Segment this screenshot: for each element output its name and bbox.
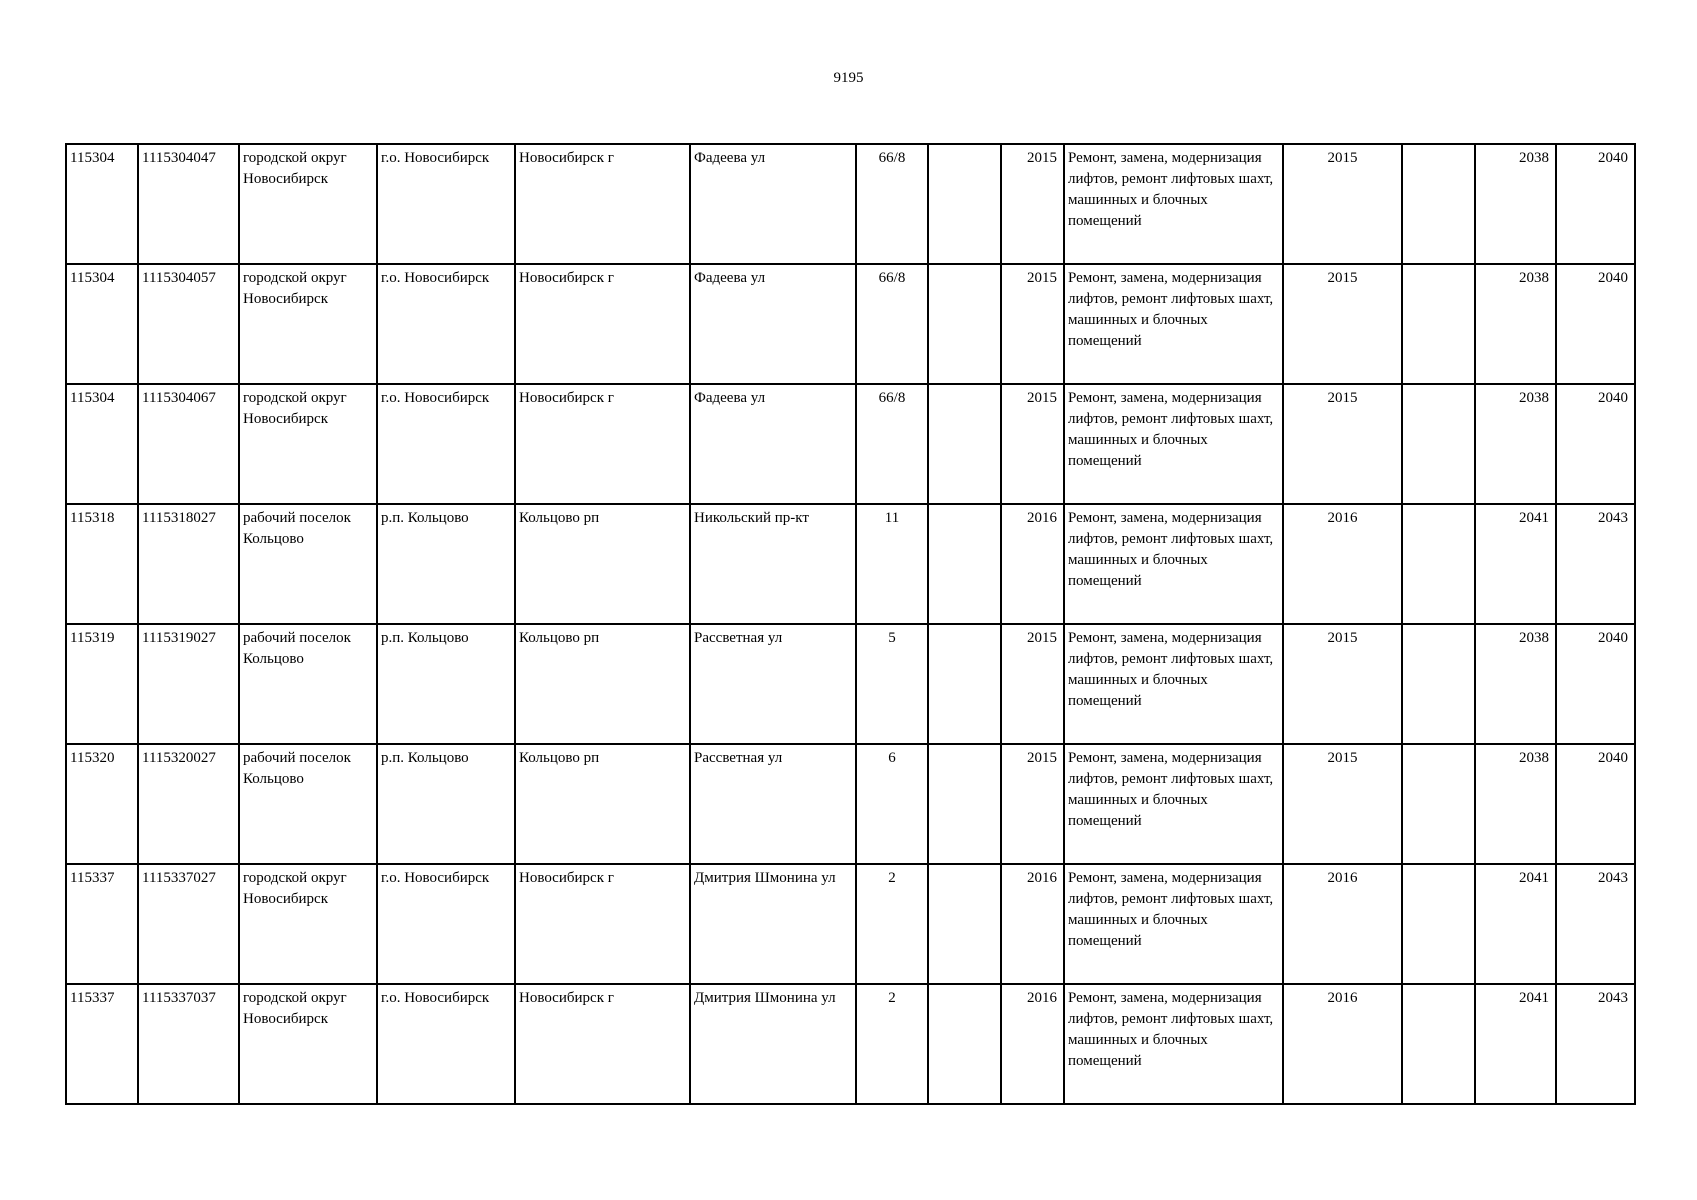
cell-empty-1 <box>928 144 1001 264</box>
table-row <box>66 744 1635 864</box>
cell-empty-2 <box>1402 144 1475 264</box>
cell-work-type: Ремонт, замена, модернизация лифтов, ремонт лифтовых шахт, машинных и блочных помещений <box>1064 864 1283 984</box>
cell-settlement: Кольцово рп <box>515 744 690 864</box>
cell-house-code: 115320 <box>66 744 138 864</box>
cell-municipality-short: г.о. Новосибирск <box>377 384 515 504</box>
cell-municipality-short: г.о. Новосибирск <box>377 144 515 264</box>
table-body <box>66 144 1635 1104</box>
cell-house-number: 6 <box>856 744 928 864</box>
cell-settlement: Новосибирск г <box>515 864 690 984</box>
cell-year-start: 2041 <box>1475 984 1556 1104</box>
cell-year-start: 2038 <box>1475 384 1556 504</box>
cell-empty-1 <box>928 264 1001 384</box>
cell-year-built: 2016 <box>1001 864 1064 984</box>
cell-year-last-repair: 2015 <box>1283 144 1402 264</box>
cell-empty-2 <box>1402 384 1475 504</box>
cell-empty-2 <box>1402 624 1475 744</box>
cell-municipality-short: р.п. Кольцово <box>377 624 515 744</box>
cell-work-type: Ремонт, замена, модернизация лифтов, ремонт лифтовых шахт, машинных и блочных помещений <box>1064 624 1283 744</box>
cell-year-end: 2040 <box>1556 624 1635 744</box>
cell-settlement: Новосибирск г <box>515 384 690 504</box>
cell-street: Фадеева ул <box>690 384 856 504</box>
cell-house-number: 66/8 <box>856 264 928 384</box>
cell-municipality-short: г.о. Новосибирск <box>377 864 515 984</box>
cell-year-built: 2015 <box>1001 384 1064 504</box>
cell-year-built: 2015 <box>1001 744 1064 864</box>
cell-year-end: 2040 <box>1556 744 1635 864</box>
cell-house-number: 66/8 <box>856 144 928 264</box>
cell-object-code: 1115319027 <box>138 624 239 744</box>
cell-year-last-repair: 2015 <box>1283 384 1402 504</box>
cell-empty-2 <box>1402 864 1475 984</box>
cell-municipality: рабочий поселок Кольцово <box>239 504 377 624</box>
cell-year-built: 2016 <box>1001 504 1064 624</box>
cell-settlement: Новосибирск г <box>515 984 690 1104</box>
cell-work-type: Ремонт, замена, модернизация лифтов, ремонт лифтовых шахт, машинных и блочных помещений <box>1064 384 1283 504</box>
cell-empty-2 <box>1402 264 1475 384</box>
cell-municipality-short: р.п. Кольцово <box>377 744 515 864</box>
table-row <box>66 384 1635 504</box>
cell-empty-1 <box>928 984 1001 1104</box>
cell-object-code: 1115337037 <box>138 984 239 1104</box>
cell-municipality: рабочий поселок Кольцово <box>239 744 377 864</box>
cell-empty-1 <box>928 864 1001 984</box>
cell-year-last-repair: 2016 <box>1283 984 1402 1104</box>
cell-municipality: городской округ Новосибирск <box>239 864 377 984</box>
cell-settlement: Новосибирск г <box>515 264 690 384</box>
cell-house-code: 115318 <box>66 504 138 624</box>
cell-object-code: 1115304067 <box>138 384 239 504</box>
cell-year-built: 2015 <box>1001 144 1064 264</box>
cell-house-number: 66/8 <box>856 384 928 504</box>
cell-object-code: 1115304047 <box>138 144 239 264</box>
page-number: 9195 <box>833 70 864 86</box>
cell-year-end: 2043 <box>1556 504 1635 624</box>
table-row <box>66 144 1635 264</box>
cell-year-start: 2038 <box>1475 264 1556 384</box>
cell-year-last-repair: 2015 <box>1283 624 1402 744</box>
cell-work-type: Ремонт, замена, модернизация лифтов, ремонт лифтовых шахт, машинных и блочных помещений <box>1064 984 1283 1104</box>
cell-settlement: Новосибирск г <box>515 144 690 264</box>
table-row <box>66 864 1635 984</box>
cell-street: Рассветная ул <box>690 744 856 864</box>
cell-year-end: 2040 <box>1556 264 1635 384</box>
table-row <box>66 264 1635 384</box>
cell-street: Фадеева ул <box>690 264 856 384</box>
cell-house-number: 11 <box>856 504 928 624</box>
cell-work-type: Ремонт, замена, модернизация лифтов, ремонт лифтовых шахт, машинных и блочных помещений <box>1064 144 1283 264</box>
cell-municipality: городской округ Новосибирск <box>239 144 377 264</box>
cell-empty-1 <box>928 624 1001 744</box>
cell-year-built: 2016 <box>1001 984 1064 1104</box>
cell-object-code: 1115320027 <box>138 744 239 864</box>
cell-object-code: 1115337027 <box>138 864 239 984</box>
cell-house-number: 2 <box>856 864 928 984</box>
cell-house-code: 115304 <box>66 264 138 384</box>
cell-municipality: рабочий поселок Кольцово <box>239 624 377 744</box>
cell-house-number: 5 <box>856 624 928 744</box>
cell-year-end: 2043 <box>1556 984 1635 1104</box>
cell-year-start: 2041 <box>1475 864 1556 984</box>
cell-year-start: 2038 <box>1475 144 1556 264</box>
cell-work-type: Ремонт, замена, модернизация лифтов, ремонт лифтовых шахт, машинных и блочных помещений <box>1064 504 1283 624</box>
cell-year-end: 2043 <box>1556 864 1635 984</box>
cell-year-last-repair: 2016 <box>1283 864 1402 984</box>
cell-work-type: Ремонт, замена, модернизация лифтов, ремонт лифтовых шахт, машинных и блочных помещений <box>1064 744 1283 864</box>
cell-empty-1 <box>928 744 1001 864</box>
cell-object-code: 1115318027 <box>138 504 239 624</box>
cell-year-end: 2040 <box>1556 384 1635 504</box>
cell-empty-2 <box>1402 504 1475 624</box>
cell-empty-2 <box>1402 744 1475 864</box>
cell-year-last-repair: 2015 <box>1283 744 1402 864</box>
capital-repair-table <box>65 143 1636 1105</box>
cell-year-built: 2015 <box>1001 624 1064 744</box>
cell-settlement: Кольцово рп <box>515 504 690 624</box>
cell-municipality-short: г.о. Новосибирск <box>377 984 515 1104</box>
cell-house-code: 115304 <box>66 144 138 264</box>
cell-work-type: Ремонт, замена, модернизация лифтов, ремонт лифтовых шахт, машинных и блочных помещений <box>1064 264 1283 384</box>
cell-street: Фадеева ул <box>690 144 856 264</box>
cell-house-code: 115304 <box>66 384 138 504</box>
cell-municipality: городской округ Новосибирск <box>239 984 377 1104</box>
table-row <box>66 504 1635 624</box>
cell-street: Дмитрия Шмонина ул <box>690 864 856 984</box>
cell-year-last-repair: 2015 <box>1283 264 1402 384</box>
cell-house-code: 115337 <box>66 864 138 984</box>
cell-settlement: Кольцово рп <box>515 624 690 744</box>
cell-year-built: 2015 <box>1001 264 1064 384</box>
cell-municipality-short: р.п. Кольцово <box>377 504 515 624</box>
cell-street: Дмитрия Шмонина ул <box>690 984 856 1104</box>
table-row <box>66 984 1635 1104</box>
table-row <box>66 624 1635 744</box>
cell-year-last-repair: 2016 <box>1283 504 1402 624</box>
cell-year-end: 2040 <box>1556 144 1635 264</box>
cell-municipality: городской округ Новосибирск <box>239 384 377 504</box>
cell-year-start: 2038 <box>1475 744 1556 864</box>
cell-municipality-short: г.о. Новосибирск <box>377 264 515 384</box>
cell-house-code: 115319 <box>66 624 138 744</box>
cell-street: Никольский пр-кт <box>690 504 856 624</box>
cell-year-start: 2038 <box>1475 624 1556 744</box>
cell-street: Рассветная ул <box>690 624 856 744</box>
cell-empty-1 <box>928 504 1001 624</box>
cell-empty-1 <box>928 384 1001 504</box>
cell-house-code: 115337 <box>66 984 138 1104</box>
cell-municipality: городской округ Новосибирск <box>239 264 377 384</box>
cell-empty-2 <box>1402 984 1475 1104</box>
cell-house-number: 2 <box>856 984 928 1104</box>
cell-object-code: 1115304057 <box>138 264 239 384</box>
cell-year-start: 2041 <box>1475 504 1556 624</box>
